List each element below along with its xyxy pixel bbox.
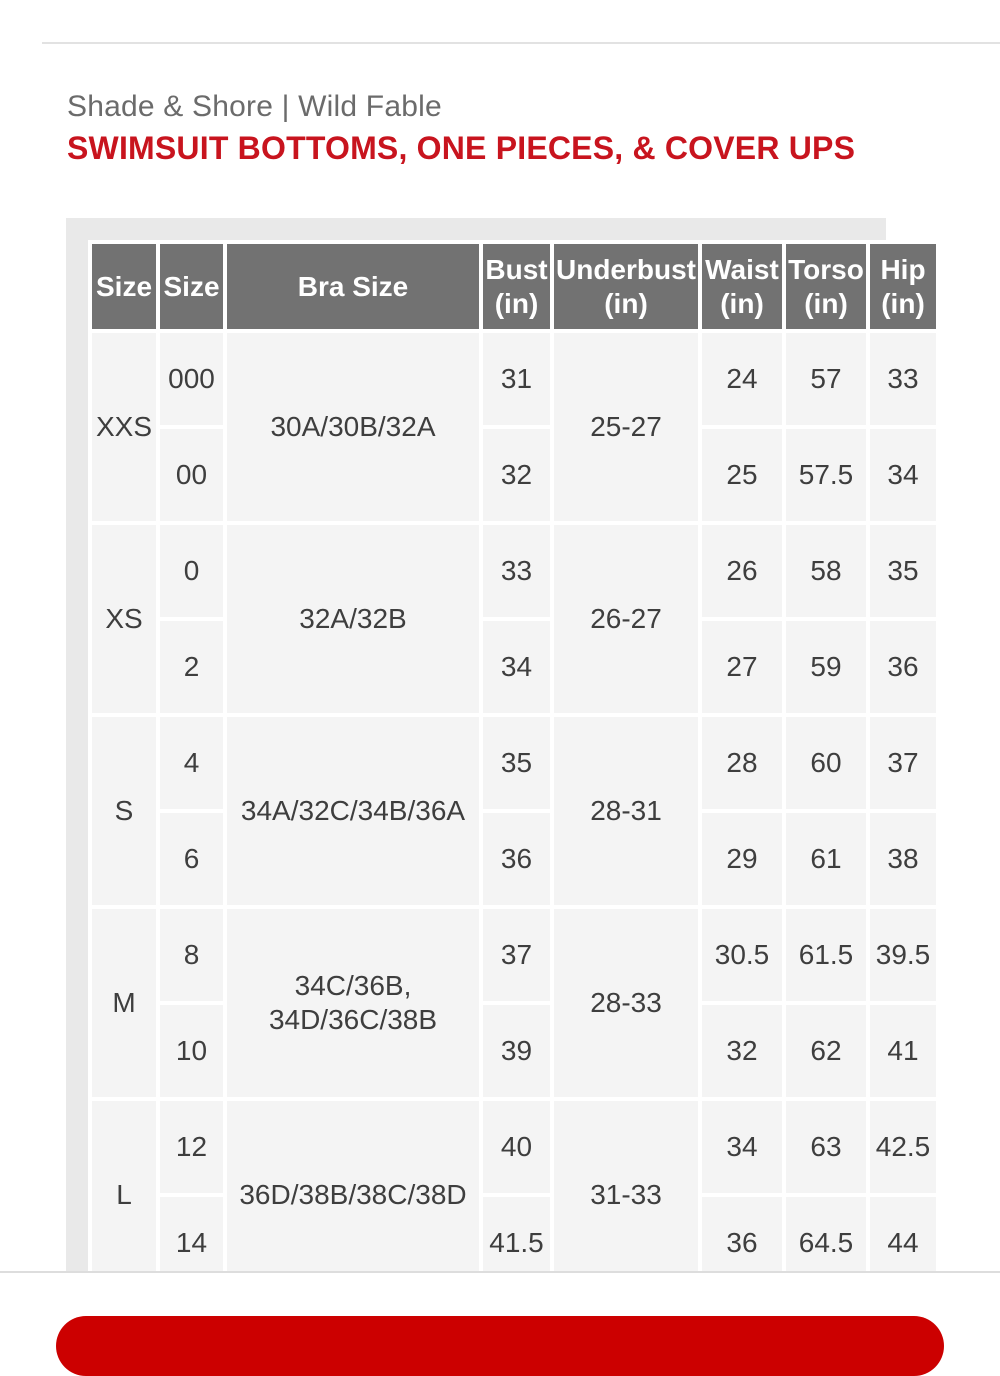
waist-cell: 28 [702, 717, 782, 809]
brand-line: Shade & Shore | Wild Fable [67, 90, 442, 123]
table-row [92, 525, 936, 617]
bust-cell: 35 [483, 717, 550, 809]
torso-cell: 64.5 [786, 1197, 866, 1289]
bust-cell: 40 [483, 1101, 550, 1193]
header-hip-label: Hip [880, 253, 926, 285]
table-row [92, 813, 936, 905]
torso-cell: 57.5 [786, 429, 866, 521]
header-underbust-unit: (in) [604, 287, 648, 319]
waist-cell: 24 [702, 333, 782, 425]
header-row [92, 244, 936, 329]
underbust-cell: 26-27 [554, 525, 698, 713]
header-waist-label: Waist [705, 253, 779, 285]
header-waist [702, 244, 782, 329]
bra-size-cell: 34C/36B, 34D/36C/38B [227, 909, 479, 1097]
size-letter-cell: L [92, 1101, 156, 1289]
top-divider [42, 42, 1000, 44]
size-letter-cell: M [92, 909, 156, 1097]
size-number-cell: 2 [160, 621, 223, 713]
size-chart-table [88, 240, 940, 1293]
size-number-cell: 8 [160, 909, 223, 1001]
torso-cell: 58 [786, 525, 866, 617]
torso-cell: 61 [786, 813, 866, 905]
bust-cell: 34 [483, 621, 550, 713]
size-number-cell: 000 [160, 333, 223, 425]
torso-cell: 57 [786, 333, 866, 425]
page-title: SWIMSUIT BOTTOMS, ONE PIECES, & COVER UPS [67, 130, 856, 166]
bust-cell: 31 [483, 333, 550, 425]
header-waist-unit: (in) [720, 287, 764, 319]
waist-cell: 29 [702, 813, 782, 905]
underbust-cell: 25-27 [554, 333, 698, 521]
torso-cell: 63 [786, 1101, 866, 1193]
size-number-cell: 10 [160, 1005, 223, 1097]
header-hip-unit: (in) [881, 287, 925, 319]
header-size-number: Size [160, 244, 223, 329]
waist-cell: 32 [702, 1005, 782, 1097]
waist-cell: 26 [702, 525, 782, 617]
torso-cell: 59 [786, 621, 866, 713]
bra-size-cell: 36D/38B/38C/38D [227, 1101, 479, 1289]
header-bra-size: Bra Size [227, 244, 479, 329]
size-number-cell: 0 [160, 525, 223, 617]
table-row [92, 1101, 936, 1193]
torso-cell: 62 [786, 1005, 866, 1097]
size-number-cell: 6 [160, 813, 223, 905]
hip-cell: 33 [870, 333, 936, 425]
bust-cell: 37 [483, 909, 550, 1001]
hip-cell: 35 [870, 525, 936, 617]
header-torso-unit: (in) [804, 287, 848, 319]
hip-cell: 37 [870, 717, 936, 809]
waist-cell: 27 [702, 621, 782, 713]
bust-cell: 33 [483, 525, 550, 617]
hip-cell: 42.5 [870, 1101, 936, 1193]
hip-cell: 34 [870, 429, 936, 521]
table-row [92, 909, 936, 1001]
size-letter-cell: S [92, 717, 156, 905]
size-number-cell: 14 [160, 1197, 223, 1289]
hip-cell: 41 [870, 1005, 936, 1097]
waist-cell: 25 [702, 429, 782, 521]
torso-cell: 60 [786, 717, 866, 809]
hip-cell: 36 [870, 621, 936, 713]
underbust-cell: 28-31 [554, 717, 698, 905]
underbust-cell: 31-33 [554, 1101, 698, 1289]
hip-cell: 38 [870, 813, 936, 905]
header-torso [786, 244, 866, 329]
header-underbust-label: Underbust [556, 253, 696, 285]
torso-cell: 61.5 [786, 909, 866, 1001]
bra-size-cell: 34A/32C/34B/36A [227, 717, 479, 905]
underbust-cell: 28-33 [554, 909, 698, 1097]
bust-cell: 32 [483, 429, 550, 521]
header-underbust [554, 244, 698, 329]
bra-size-cell: 32A/32B [227, 525, 479, 713]
bust-cell: 41.5 [483, 1197, 550, 1289]
bra-size-cell: 30A/30B/32A [227, 333, 479, 521]
bust-cell: 36 [483, 813, 550, 905]
header-bust-label: Bust [485, 253, 548, 285]
table-row [92, 621, 936, 713]
header-bust [483, 244, 550, 329]
table-row [92, 333, 936, 425]
hip-cell: 44 [870, 1197, 936, 1289]
table-row [92, 1005, 936, 1097]
header-size-letter: Size [92, 244, 156, 329]
hip-cell: 39.5 [870, 909, 936, 1001]
size-letter-cell: XS [92, 525, 156, 713]
bust-cell: 39 [483, 1005, 550, 1097]
size-letter-cell: XXS [92, 333, 156, 521]
header-hip [870, 244, 936, 329]
header-torso-label: Torso [788, 253, 864, 285]
header-bust-unit: (in) [494, 287, 539, 319]
table-row [92, 429, 936, 521]
waist-cell: 34 [702, 1101, 782, 1193]
size-number-cell: 12 [160, 1101, 223, 1193]
table-row [92, 717, 936, 809]
size-number-cell: 00 [160, 429, 223, 521]
bottom-cta-button[interactable] [56, 1316, 944, 1376]
waist-cell: 30.5 [702, 909, 782, 1001]
waist-cell: 36 [702, 1197, 782, 1289]
size-number-cell: 4 [160, 717, 223, 809]
